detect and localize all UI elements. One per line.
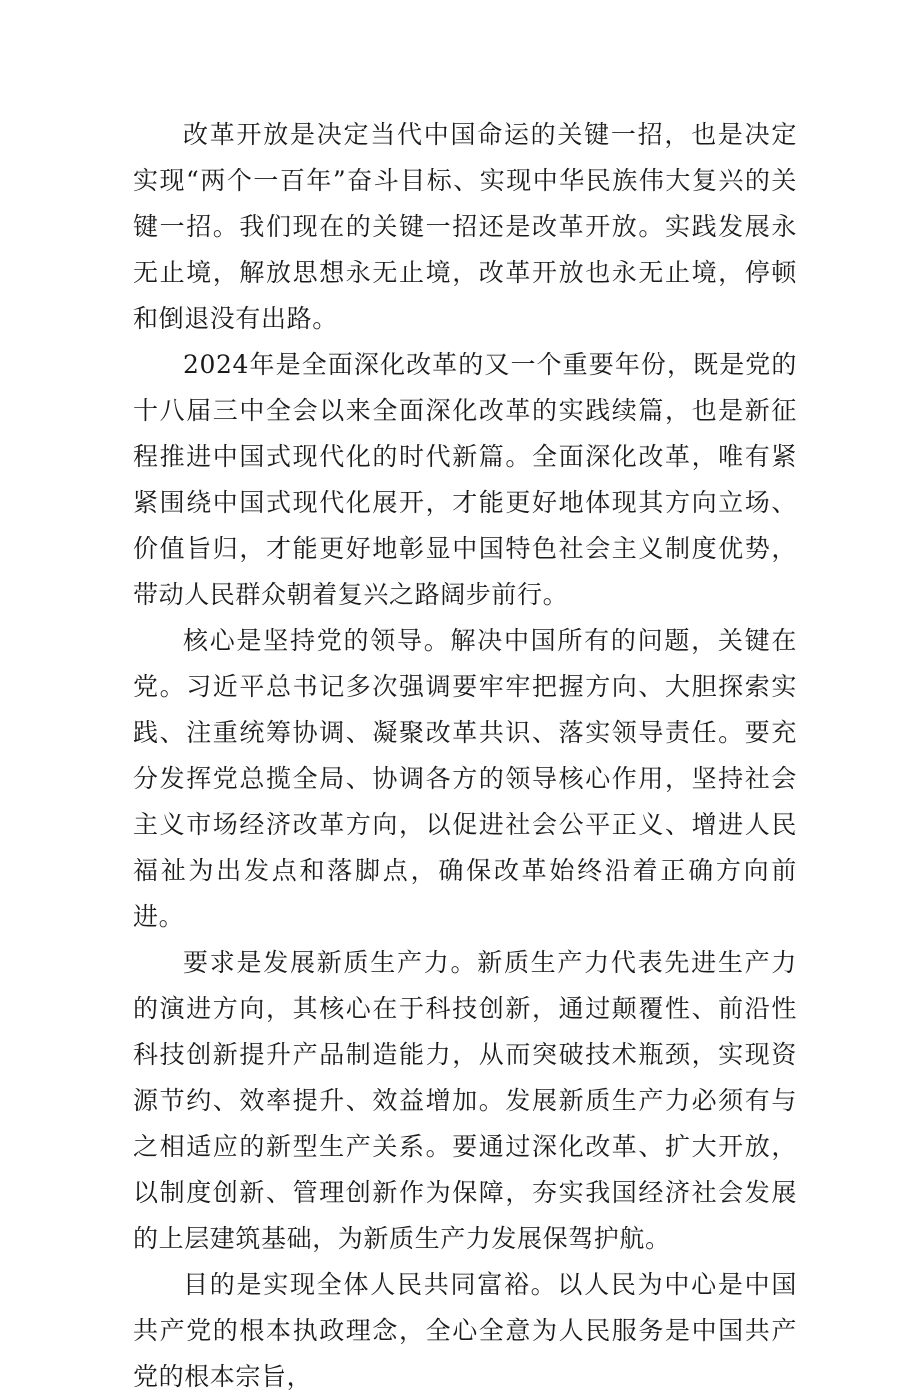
paragraph-party-leadership: 核心是坚持党的领导。解决中国所有的问题，关键在党。习近平总书记多次强调要牢牢把握方向、大胆探索实践、注重统筹协调、凝聚改革共识、落实领导责任。要充分发挥党总揽全局、协调各方的领导核心作用，坚持社会主义市场经济改革方向，以促进社会公平正义、增进人民福祉为出发点和落脚点，确保改革始终沿着正确方向前进。 [133,626,797,931]
paragraph-common-prosperity: 目的是实现全体人民共同富裕。以人民为中心是中国共产党的根本执政理念，全心全意为人民服务是中国共产党的根本宗旨， [133,1270,797,1391]
paragraph-reform-opening: 改革开放是决定当代中国命运的关键一招，也是决定实现“两个一百年”奋斗目标、实现中华民族伟大复兴的关键一招。我们现在的关键一招还是改革开放。实践发展永无止境，解放思想永无止境，改革开放也永无止境，停顿和倒退没有出路。 [133,120,797,333]
paragraph-new-productive-forces: 要求是发展新质生产力。新质生产力代表先进生产力的演进方向，其核心在于科技创新，通过颠覆性、前沿性科技创新提升产品制造能力，从而突破技术瓶颈，实现资源节约、效率提升、效益增加。发展新质生产力必须有与之相适应的新型生产关系。要通过深化改革、扩大开放，以制度创新、管理创新作为保障，夯实我国经济社会发展的上层建筑基础，为新质生产力发展保驾护航。 [133,948,797,1253]
paragraph-2024-deepening-reform: 2024年是全面深化改革的又一个重要年份，既是党的十八届三中全会以来全面深化改革的实践续篇，也是新征程推进中国式现代化的时代新篇。全面深化改革，唯有紧紧围绕中国式现代化展开，才能更好地体现其方向立场、价值旨归，才能更好地彰显中国特色社会主义制度优势，带动人民群众朝着复兴之路阔步前行。 [133,350,797,609]
document-body [133,112,797,1400]
